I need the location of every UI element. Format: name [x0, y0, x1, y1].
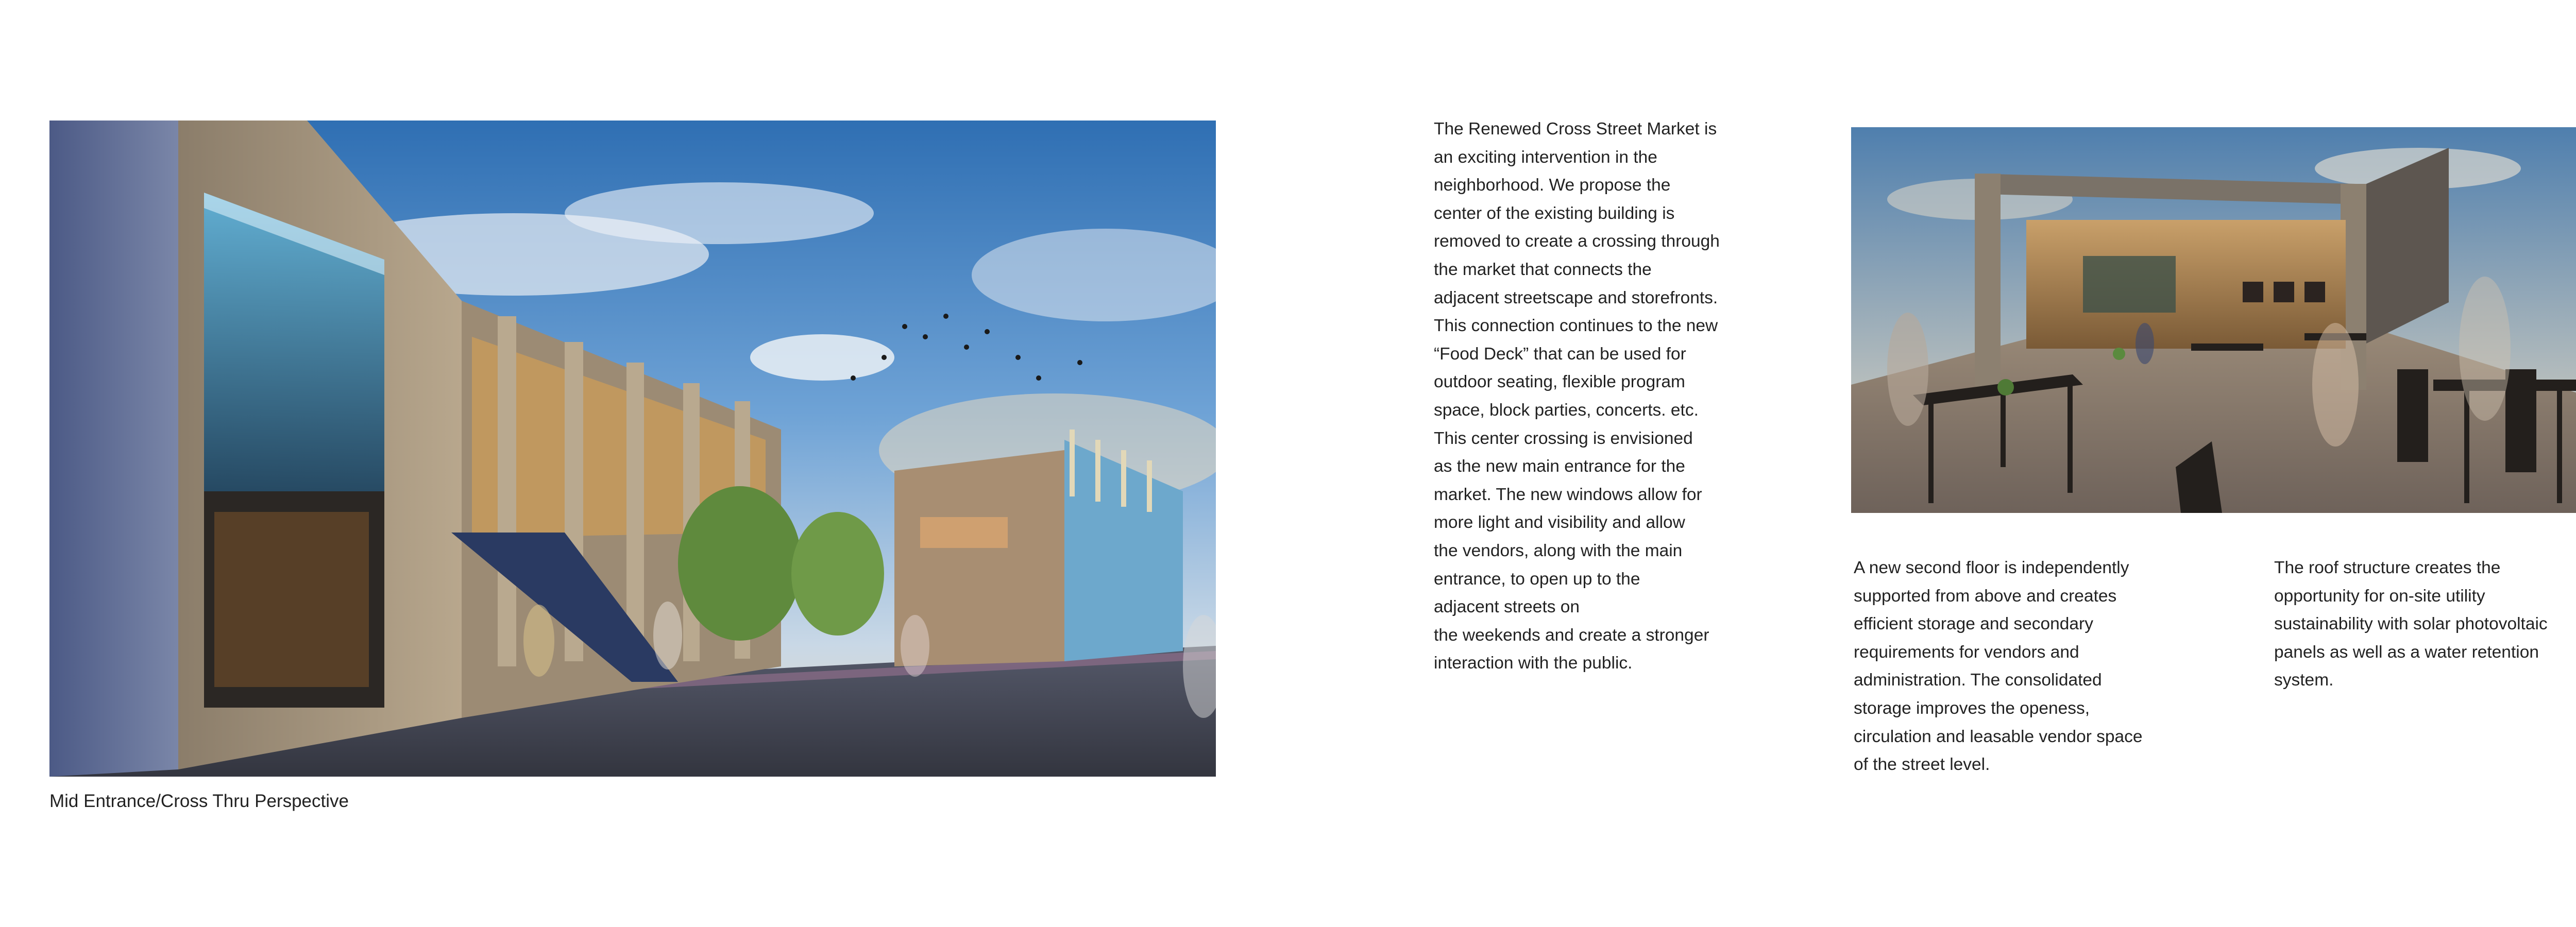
- paragraph-line: supported from above and creates: [1854, 586, 2117, 606]
- paragraph-line: more light and visibility and allow: [1434, 513, 1685, 533]
- paragraph-line: requirements for vendors and: [1854, 642, 2079, 662]
- paragraph-line: the market that connects the: [1434, 260, 1652, 279]
- roof-paragraph: [2274, 554, 2576, 695]
- image-caption: Mid Entrance/Cross Thru Perspective: [49, 791, 349, 811]
- paragraph-line: This connection continues to the new: [1434, 316, 1718, 336]
- paragraph-line: This center crossing is envisioned: [1434, 428, 1693, 448]
- paragraph-line: adjacent streets on: [1434, 597, 1580, 617]
- paragraph-line: sustainability with solar photovoltaic: [2274, 614, 2548, 634]
- paragraph-line: entrance, to open up to the: [1434, 569, 1640, 589]
- paragraph-line: neighborhood. We propose the: [1434, 176, 1671, 195]
- paragraph-line: space, block parties, concerts. etc.: [1434, 400, 1699, 420]
- paragraph-line: outdoor seating, flexible program: [1434, 372, 1685, 392]
- food-deck-rendering: [1851, 127, 2576, 513]
- paragraph-line: “Food Deck” that can be used for: [1434, 344, 1686, 364]
- paragraph-line: as the new main entrance for the: [1434, 457, 1685, 476]
- paragraph-line: panels as well as a water retention: [2274, 642, 2539, 662]
- intro-paragraph: [1434, 115, 1794, 678]
- paragraph-line: the weekends and create a stronger: [1434, 625, 1709, 645]
- paragraph-line: center of the existing building is: [1434, 203, 1675, 223]
- paragraph-line: the vendors, along with the main: [1434, 541, 1683, 560]
- paragraph-line: an exciting intervention in the: [1434, 147, 1657, 167]
- paragraph-line: system.: [2274, 671, 2334, 690]
- paragraph-line: The Renewed Cross Street Market is: [1434, 119, 1717, 139]
- paragraph-line: The roof structure creates the: [2274, 558, 2501, 577]
- paragraph-line: efficient storage and secondary: [1854, 614, 2093, 634]
- paragraph-line: opportunity for on-site utility: [2274, 586, 2485, 606]
- paragraph-line: administration. The consolidated: [1854, 671, 2102, 690]
- paragraph-line: storage improves the openess,: [1854, 698, 2090, 718]
- paragraph-line: market. The new windows allow for: [1434, 485, 1702, 504]
- paragraph-line: A new second floor is independently: [1854, 558, 2129, 577]
- exterior-perspective-rendering: [49, 121, 1216, 777]
- paragraph-line: removed to create a crossing through: [1434, 232, 1720, 251]
- paragraph-line: of the street level.: [1854, 755, 1990, 775]
- paragraph-line: interaction with the public.: [1434, 654, 1633, 673]
- second-floor-paragraph: [1854, 554, 2214, 779]
- paragraph-line: adjacent streetscape and storefronts.: [1434, 288, 1718, 307]
- paragraph-line: circulation and leasable vendor space: [1854, 727, 2143, 746]
